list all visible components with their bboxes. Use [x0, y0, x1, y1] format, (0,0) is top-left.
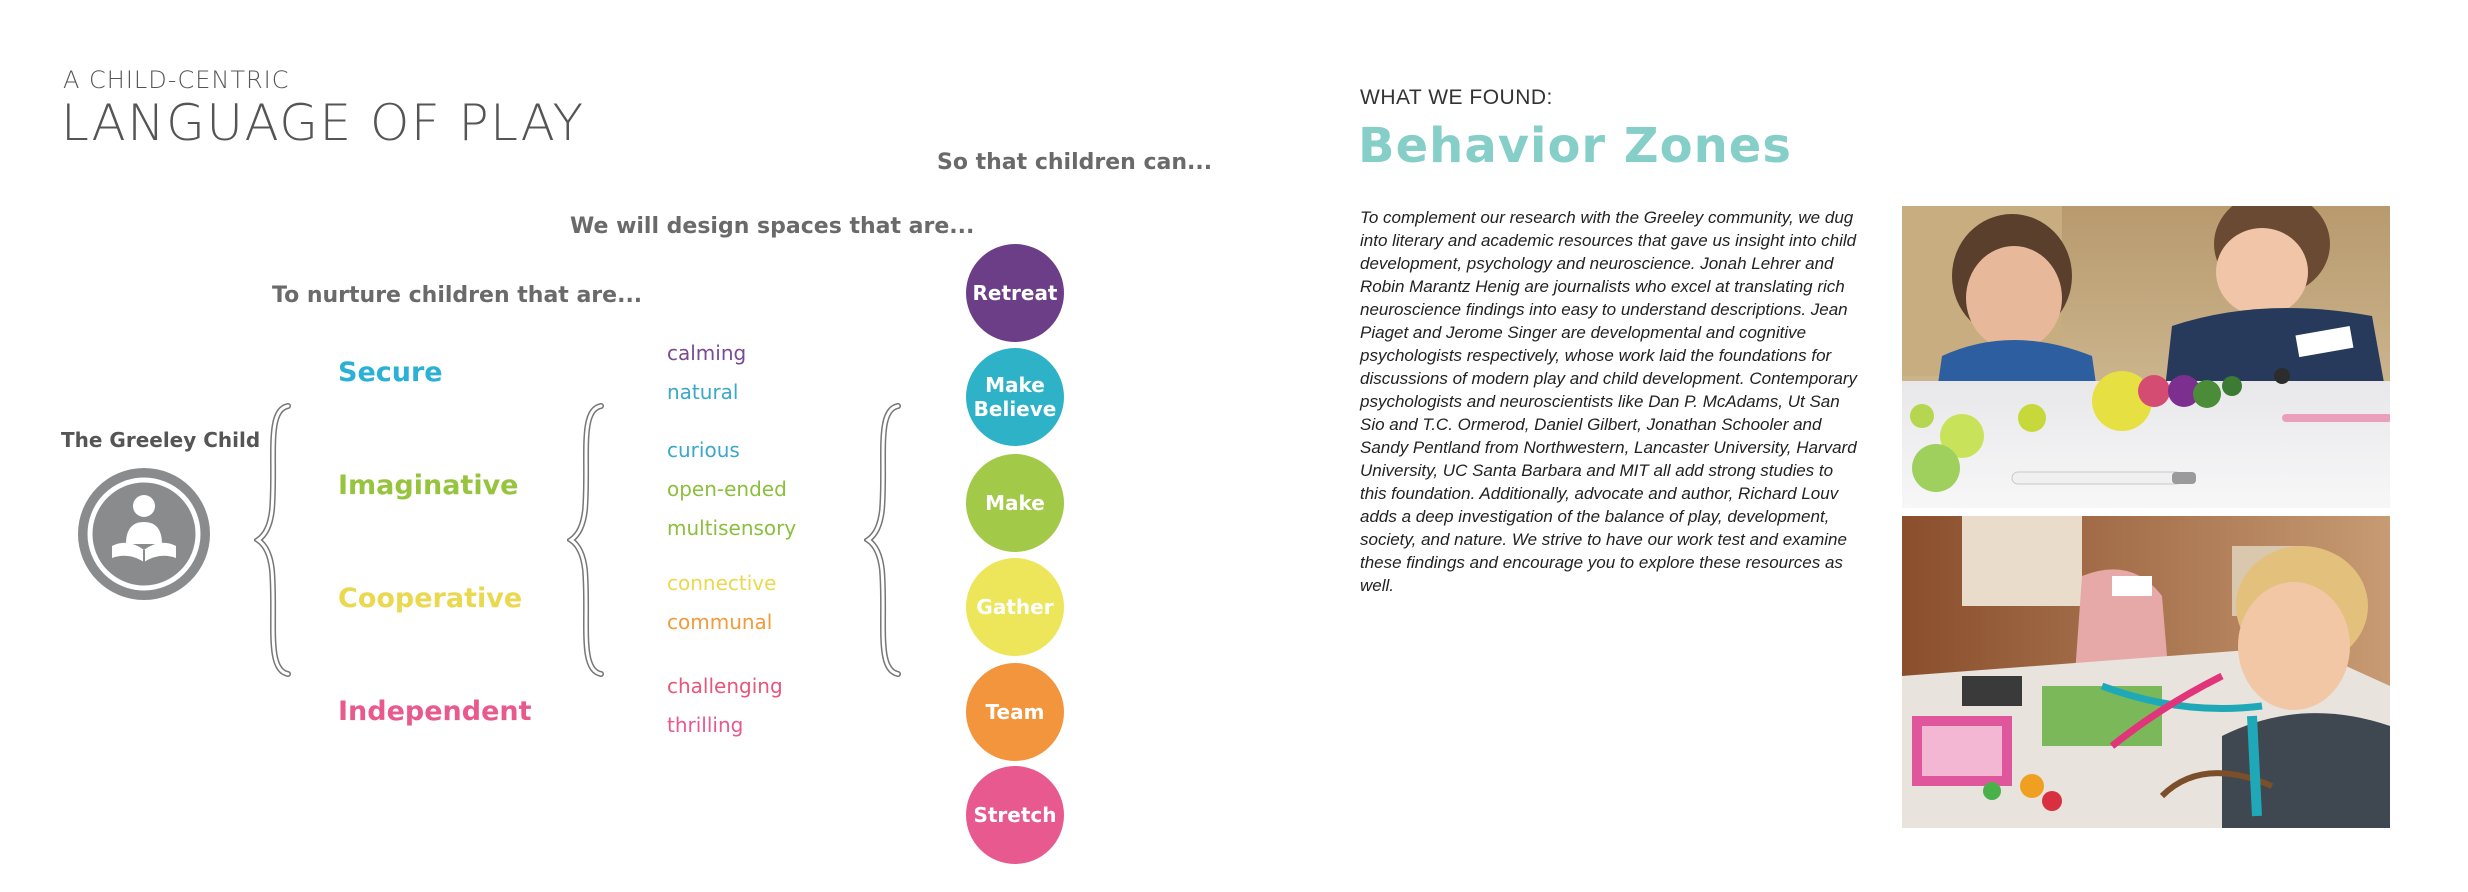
brace-qualities-zones [864, 400, 904, 680]
brace-child-traits [254, 400, 294, 680]
quality-challenging: challenging [667, 674, 783, 698]
trait-independent: Independent [338, 696, 532, 727]
zone-gather: Gather [966, 558, 1064, 656]
quality-open-ended: open-ended [667, 477, 787, 501]
brace-traits-qualities [567, 400, 607, 680]
quality-communal: communal [667, 610, 773, 634]
photo-child-building [1902, 516, 2390, 828]
quality-multisensory: multisensory [667, 516, 797, 540]
zone-make: Make [966, 454, 1064, 552]
quality-natural: natural [667, 380, 739, 404]
page-title: Behavior Zones [1358, 118, 1792, 174]
prompt-nurture-children: To nurture children that are... [272, 283, 643, 308]
body-paragraph: To complement our research with the Greeley community, we dug into literary and academic resources that gave us insight into child development, psychology and neuroscience. Jonah Lehrer and Robin Marantz Henig are journalists who excel at translating rich neuroscience findings into easy to understand descriptions. Jean Piaget and Jerome Singer are developmental and cognitive psychologists respectively, whose work laid the foundations for discussions of modern play and child development. Contemporary psychologists and neuroscientists like Dan P. McAdams, Ut San Sio and T.C. Ormerod, Daniel Gilbert, Jonathan Schooler and Sandy Pentland from Northwestern, Lancaster University, Harvard University, UC Santa Barbara and MIT all add strong studies to this foundation. Additionally, advocate and author, Richard Louv adds a deep investigation of the balance of play, development, society, and nature. We strive to have our work test and examine these findings and encourage you to explore these resources as well. [1360, 208, 1858, 595]
quality-calming: calming [667, 341, 747, 365]
greeley-child-label: The Greeley Child [61, 428, 261, 452]
trait-cooperative: Cooperative [338, 583, 523, 614]
zone-make-believe: Make Believe [966, 348, 1064, 446]
prompt-children-can: So that children can... [937, 150, 1213, 175]
quality-curious: curious [667, 438, 740, 462]
trait-imaginative: Imaginative [338, 470, 519, 501]
trait-secure: Secure [338, 357, 443, 388]
prompt-design-spaces: We will design spaces that are... [570, 214, 975, 239]
zone-stretch: Stretch [966, 766, 1064, 864]
photo-children-crafting [1902, 206, 2390, 508]
kicker: A CHILD-CENTRIC [63, 66, 290, 94]
section-overline: WHAT WE FOUND: [1360, 86, 1553, 109]
zone-retreat: Retreat [966, 244, 1064, 342]
page-headline: LANGUAGE OF PLAY [61, 94, 585, 152]
quality-connective: connective [667, 571, 777, 595]
zone-team: Team [966, 663, 1064, 761]
quality-thrilling: thrilling [667, 713, 744, 737]
child-reading-icon [76, 466, 212, 602]
